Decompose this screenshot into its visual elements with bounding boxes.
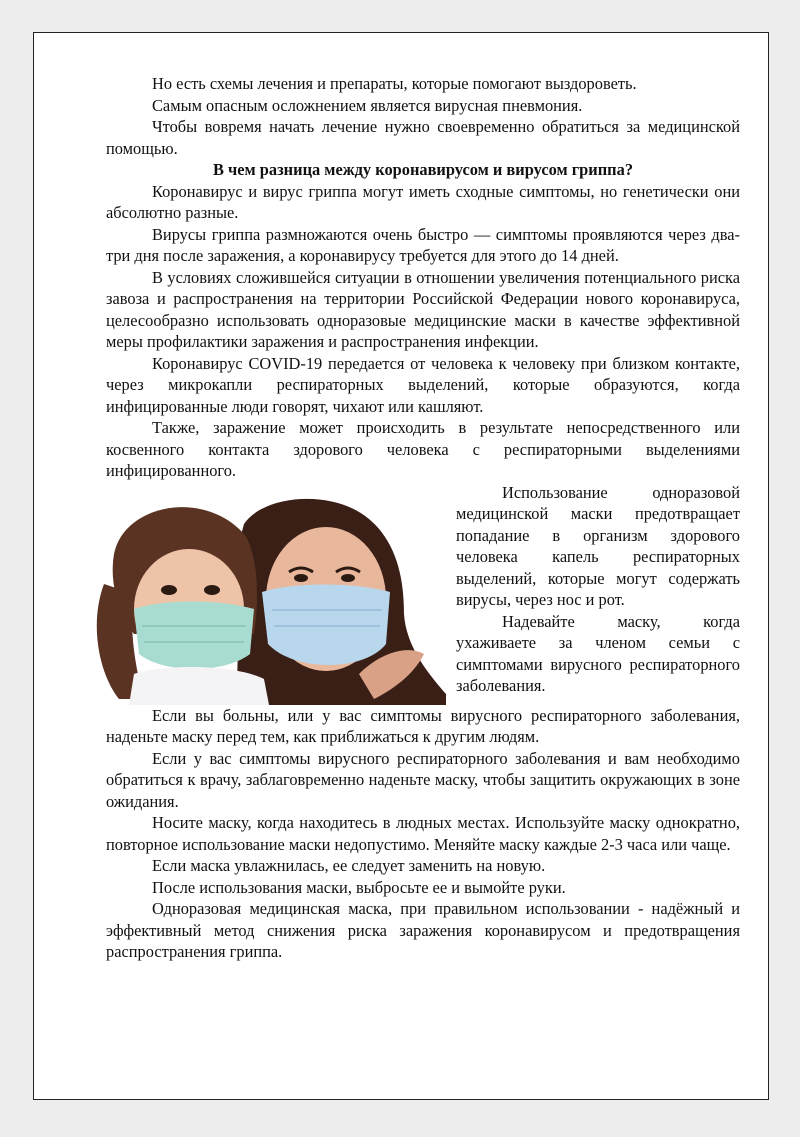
mother-and-child-in-masks-photo (94, 494, 446, 705)
paragraph: Носите маску, когда находитесь в людных местах. Используйте маску однократно, повторное использование маски недопустимо. Меняйте маску каждые 2-3 часа или чаще. (106, 813, 740, 854)
paragraph: Надевайте маску, когда ухаживаете за членом семьи с симптомами вирусного респираторного заболевания. (456, 611, 740, 695)
paragraph: Но есть схемы лечения и препараты, которые помогают выздороветь. (152, 74, 637, 93)
paragraph: После использования маски, выбросьте ее и вымойте руки. (152, 877, 566, 897)
paragraph: В условиях сложившейся ситуации в отношении увеличения потенциального риска завоза и распространения на территории Российской Федерации нового коронавируса, целесообразно использовать одноразовые медицинские маски в качестве эффективной меры профилактики заражения и распространения инфекции. (106, 267, 740, 351)
paragraph: Самым опасным осложнением является вирусная пневмония. (152, 95, 583, 115)
paragraph: Коронавирус COVID-19 передается от человека к человеку при близком контакте, через микрокапли респираторных выделений, которые образуются, когда инфицированные люди говорят, чихают или кашляют. (106, 353, 740, 416)
paragraph: Вирусы гриппа размножаются очень быстро — симптомы проявляются через два-три дня после заражения, а коронавирусу требуется для этого до 14 дней. (106, 224, 740, 265)
paragraph: Коронавирус и вирус гриппа могут иметь сходные симптомы, но генетически они абсолютно разные. (106, 181, 740, 222)
paragraph: Одноразовая медицинская маска, при правильном использовании - надёжный и эффективный метод снижения риска заражения коронавирусом и предотвращения распространения гриппа. (106, 899, 740, 961)
side-text-column (456, 482, 740, 697)
document-body (106, 73, 740, 963)
paragraph: Также, заражение может происходить в результате непосредственного или косвенного контакта здорового человека с респираторными выделениями инфицированного. (106, 418, 740, 480)
document-page (33, 32, 769, 1100)
paragraph: Если у вас симптомы вирусного респираторного заболевания и вам необходимо обратиться к врачу, заблаговременно наденьте маску, чтобы защитить окружающих в зоне ожидания. (106, 748, 740, 811)
section-heading: В чем разница между коронавирусом и вирусом гриппа? (212, 160, 634, 179)
paragraph: Если маска увлажнилась, ее следует заменить на новую. (152, 856, 546, 875)
paragraph: Использование одноразовой медицинской маски предотвращает попадание в организм здорового человека капель респираторных выделений, которые могут содержать вирусы, через нос и рот. (456, 482, 740, 609)
paragraph: Если вы больны, или у вас симптомы вирусного респираторного заболевания, наденьте маску перед тем, как приближаться к другим людям. (106, 705, 740, 746)
paragraph: Чтобы вовремя начать лечение нужно своевременно обратиться за медицинской помощью. (106, 117, 740, 158)
figure-with-text (106, 482, 740, 705)
